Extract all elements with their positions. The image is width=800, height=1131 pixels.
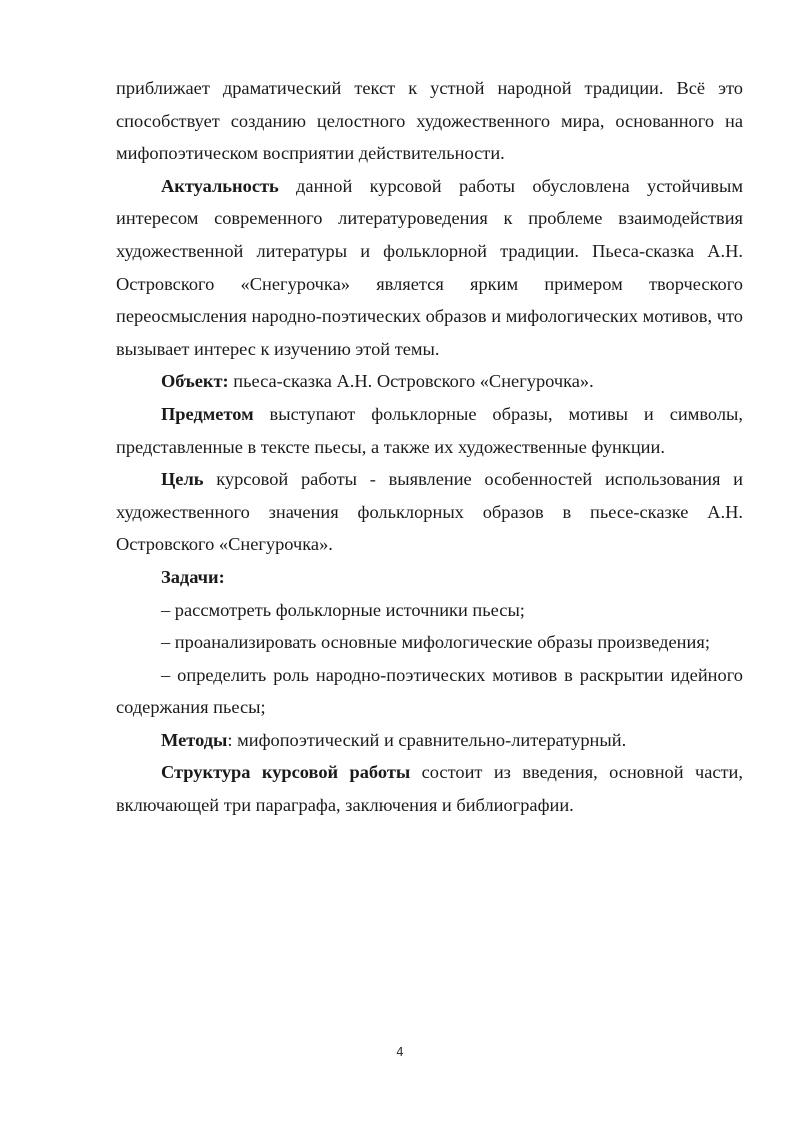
structure-heading: Структура курсовой работы [161, 762, 411, 783]
relevance-heading: Актуальность [161, 175, 279, 196]
task-item: – проанализировать основные мифологические образы произведения; [161, 632, 710, 653]
relevance-text: данной курсовой работы обусловлена устойчивым интересом современного литературоведения к проблеме взаимодействия художественной литературы и фольклорной традиции. Пьеса-сказка А.Н. Островского «Снегурочка» является ярким примером творческого переосмысления народно-поэтических образов и мифологических мотивов, что вызывает интерес к изучению этой темы. [116, 175, 743, 359]
paragraph-structure [116, 756, 743, 821]
paragraph-methods [116, 724, 743, 757]
methods-text: : мифопоэтический и сравнительно-литературный. [227, 729, 627, 750]
paragraph-object [116, 365, 743, 398]
task-item: – определить роль народно-поэтических мотивов в раскрытии идейного содержания пьесы; [116, 664, 743, 718]
paragraph-continuation: приближает драматический текст к устной народной традиции. Всё это способствует созданию целостного художественного мира, основанного на мифопоэтическом восприятии действительности. [116, 78, 743, 164]
paragraph-goal [116, 463, 743, 561]
paragraph-tasks-heading [116, 561, 743, 594]
subject-heading: Предметом [161, 403, 254, 424]
paragraph-subject [116, 398, 743, 463]
structure-text: состоит из введения, основной части, включающей три параграфа, заключения и библиографии. [116, 762, 743, 816]
goal-heading: Цель [161, 469, 204, 490]
tasks-heading: Задачи: [161, 566, 225, 587]
paragraph-relevance [116, 170, 743, 366]
goal-text: курсовой работы - выявление особенностей использования и художественного значения фольклорных образов в пьесе-сказке А.Н. Островского «Снегурочка». [116, 469, 743, 555]
page-number: 4 [396, 1045, 404, 1059]
object-heading: Объект: [161, 371, 229, 392]
methods-heading: Методы [161, 729, 228, 750]
task-item: – рассмотреть фольклорные источники пьесы; [161, 599, 525, 620]
document-body [116, 72, 743, 822]
subject-text: выступают фольклорные образы, мотивы и символы, представленные в тексте пьесы, а также их художественные функции. [116, 403, 743, 457]
object-text: пьеса-сказка А.Н. Островского «Снегурочка». [228, 371, 594, 392]
